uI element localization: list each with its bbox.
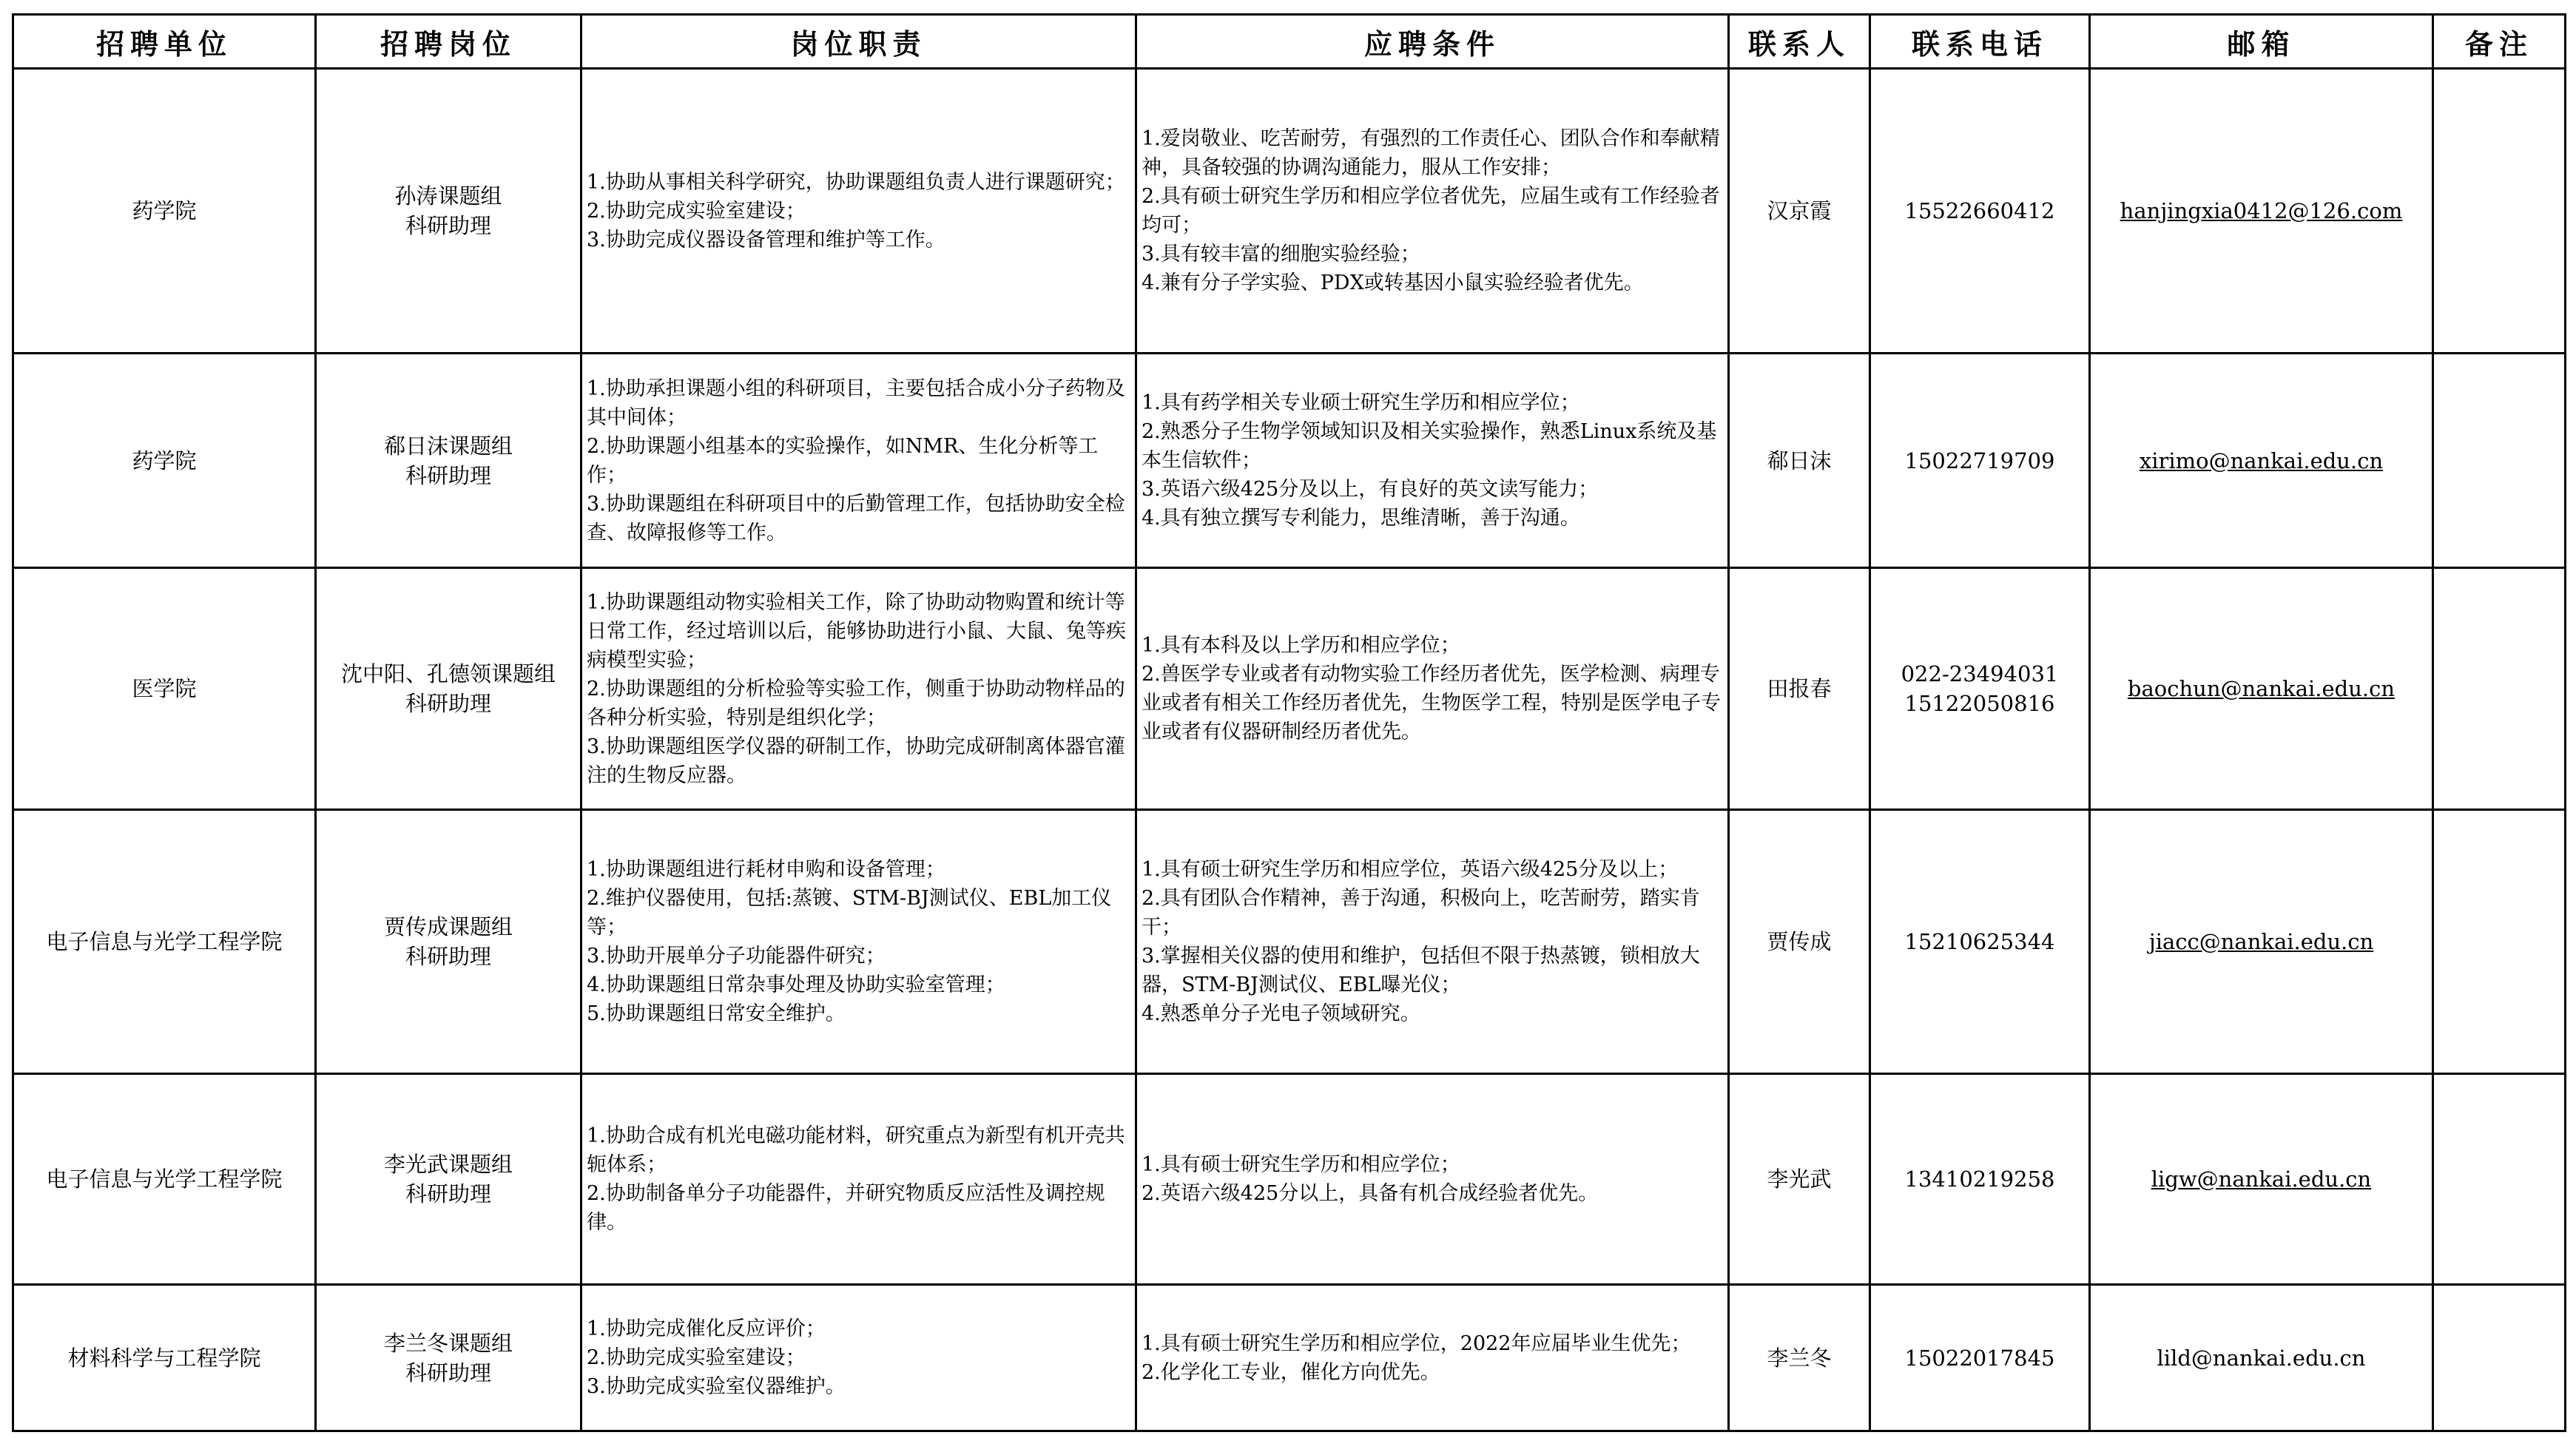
- email-link[interactable]: ligw@nankai.edu.cn: [2151, 1167, 2372, 1192]
- header-phone: 联系电话: [1870, 15, 2090, 69]
- header-duties: 岗位职责: [581, 15, 1136, 69]
- requirements-cell: 1.具有本科及以上学历和相应学位； 2.兽医学专业或者有动物实验工作经历者优先，医学检测、病理专业或者有相关工作经历者优先，生物医学工程，特别是医学电子专业或者有仪器研制经历者优先。: [1136, 568, 1729, 810]
- recruitment-table: [12, 13, 2566, 1432]
- email-cell: [2090, 69, 2433, 354]
- phone-cell: 022-23494031 15122050816: [1870, 568, 2090, 810]
- position-cell: 李光武课题组 科研助理: [316, 1074, 581, 1285]
- position-cell: 孙涛课题组 科研助理: [316, 69, 581, 354]
- email-cell: [2090, 354, 2433, 568]
- header-position: 招聘岗位: [316, 15, 581, 69]
- duties-cell: 1.协助从事相关科学研究，协助课题组负责人进行课题研究； 2.协助完成实验室建设； 3.协助完成仪器设备管理和维护等工作。: [581, 69, 1136, 354]
- note-cell: [2433, 568, 2566, 810]
- email-cell: [2090, 568, 2433, 810]
- email-cell: [2090, 1074, 2433, 1285]
- duties-cell: 1.协助完成催化反应评价； 2.协助完成实验室建设； 3.协助完成实验室仪器维护。: [581, 1285, 1136, 1431]
- position-cell: 郗日沫课题组 科研助理: [316, 354, 581, 568]
- email-cell: [2090, 1285, 2433, 1431]
- position-cell: 李兰冬课题组 科研助理: [316, 1285, 581, 1431]
- header-requirements: 应聘条件: [1136, 15, 1729, 69]
- table-row: [13, 810, 2566, 1074]
- unit-cell: 药学院: [13, 69, 316, 354]
- requirements-cell: 1.具有硕士研究生学历和相应学位； 2.英语六级425分以上，具备有机合成经验者优先。: [1136, 1074, 1729, 1285]
- phone-cell: 15022719709: [1870, 354, 2090, 568]
- phone-cell: 13410219258: [1870, 1074, 2090, 1285]
- unit-cell: 电子信息与光学工程学院: [13, 810, 316, 1074]
- note-cell: [2433, 69, 2566, 354]
- unit-cell: 药学院: [13, 354, 316, 568]
- note-cell: [2433, 1074, 2566, 1285]
- email-link[interactable]: jiacc@nankai.edu.cn: [2148, 929, 2374, 954]
- position-cell: 贾传成课题组 科研助理: [316, 810, 581, 1074]
- table-row: [13, 1074, 2566, 1285]
- table-row: [13, 1285, 2566, 1431]
- note-cell: [2433, 354, 2566, 568]
- duties-cell: 1.协助课题组进行耗材申购和设备管理； 2.维护仪器使用，包括:蒸镀、STM-BJ测试仪、EBL加工仪等； 3.协助开展单分子功能器件研究； 4.协助课题组日常杂事处理及协助实验室管理； 5.协助课题组日常安全维护。: [581, 810, 1136, 1074]
- header-email: 邮箱: [2090, 15, 2433, 69]
- table-row: [13, 568, 2566, 810]
- unit-cell: 材料科学与工程学院: [13, 1285, 316, 1431]
- requirements-cell: 1.爱岗敬业、吃苦耐劳，有强烈的工作责任心、团队合作和奉献精神，具备较强的协调沟通能力，服从工作安排； 2.具有硕士研究生学历和相应学位者优先，应届生或有工作经验者均可； 3.具有较丰富的细胞实验经验； 4.兼有分子学实验、PDX或转基因小鼠实验经验者优先。: [1136, 69, 1729, 354]
- note-cell: [2433, 810, 2566, 1074]
- note-cell: [2433, 1285, 2566, 1431]
- duties-cell: 1.协助合成有机光电磁功能材料，研究重点为新型有机开壳共轭体系； 2.协助制备单分子功能器件，并研究物质反应活性及调控规律。: [581, 1074, 1136, 1285]
- table-row: [13, 69, 2566, 354]
- header-contact: 联系人: [1729, 15, 1870, 69]
- unit-cell: 电子信息与光学工程学院: [13, 1074, 316, 1285]
- phone-cell: 15522660412: [1870, 69, 2090, 354]
- contact-cell: 汉京霞: [1729, 69, 1870, 354]
- email-link[interactable]: baochun@nankai.edu.cn: [2127, 676, 2395, 701]
- email-cell: [2090, 810, 2433, 1074]
- email-link[interactable]: hanjingxia0412@126.com: [2120, 198, 2403, 223]
- position-cell: 沈中阳、孔德领课题组 科研助理: [316, 568, 581, 810]
- header-row: [13, 15, 2566, 69]
- duties-cell: 1.协助承担课题小组的科研项目，主要包括合成小分子药物及其中间体； 2.协助课题小组基本的实验操作，如NMR、生化分析等工作； 3.协助课题组在科研项目中的后勤管理工作，包括协助安全检查、故障报修等工作。: [581, 354, 1136, 568]
- contact-cell: 郗日沫: [1729, 354, 1870, 568]
- email-link[interactable]: lild@nankai.edu.cn: [2157, 1345, 2366, 1371]
- duties-cell: 1.协助课题组动物实验相关工作，除了协助动物购置和统计等日常工作，经过培训以后，能够协助进行小鼠、大鼠、兔等疾病模型实验； 2.协助课题组的分析检验等实验工作，侧重于协助动物样品的各种分析实验，特别是组织化学； 3.协助课题组医学仪器的研制工作，协助完成研制离体器官灌注的生物反应器。: [581, 568, 1136, 810]
- email-link[interactable]: xirimo@nankai.edu.cn: [2139, 448, 2384, 473]
- requirements-cell: 1.具有硕士研究生学历和相应学位，英语六级425分及以上； 2.具有团队合作精神，善于沟通，积极向上，吃苦耐劳，踏实肯干； 3.掌握相关仪器的使用和维护，包括但不限于热蒸镀，锁相放大器，STM-BJ测试仪、EBL曝光仪； 4.熟悉单分子光电子领域研究。: [1136, 810, 1729, 1074]
- unit-cell: 医学院: [13, 568, 316, 810]
- contact-cell: 田报春: [1729, 568, 1870, 810]
- contact-cell: 李光武: [1729, 1074, 1870, 1285]
- requirements-cell: 1.具有药学相关专业硕士研究生学历和相应学位； 2.熟悉分子生物学领域知识及相关实验操作，熟悉Linux系统及基本生信软件； 3.英语六级425分及以上，有良好的英文读写能力； 4.具有独立撰写专利能力，思维清晰，善于沟通。: [1136, 354, 1729, 568]
- header-note: 备注: [2433, 15, 2566, 69]
- requirements-cell: 1.具有硕士研究生学历和相应学位，2022年应届毕业生优先； 2.化学化工专业，催化方向优先。: [1136, 1285, 1729, 1431]
- header-unit: 招聘单位: [13, 15, 316, 69]
- contact-cell: 贾传成: [1729, 810, 1870, 1074]
- table-row: [13, 354, 2566, 568]
- contact-cell: 李兰冬: [1729, 1285, 1870, 1431]
- phone-cell: 15210625344: [1870, 810, 2090, 1074]
- phone-cell: 15022017845: [1870, 1285, 2090, 1431]
